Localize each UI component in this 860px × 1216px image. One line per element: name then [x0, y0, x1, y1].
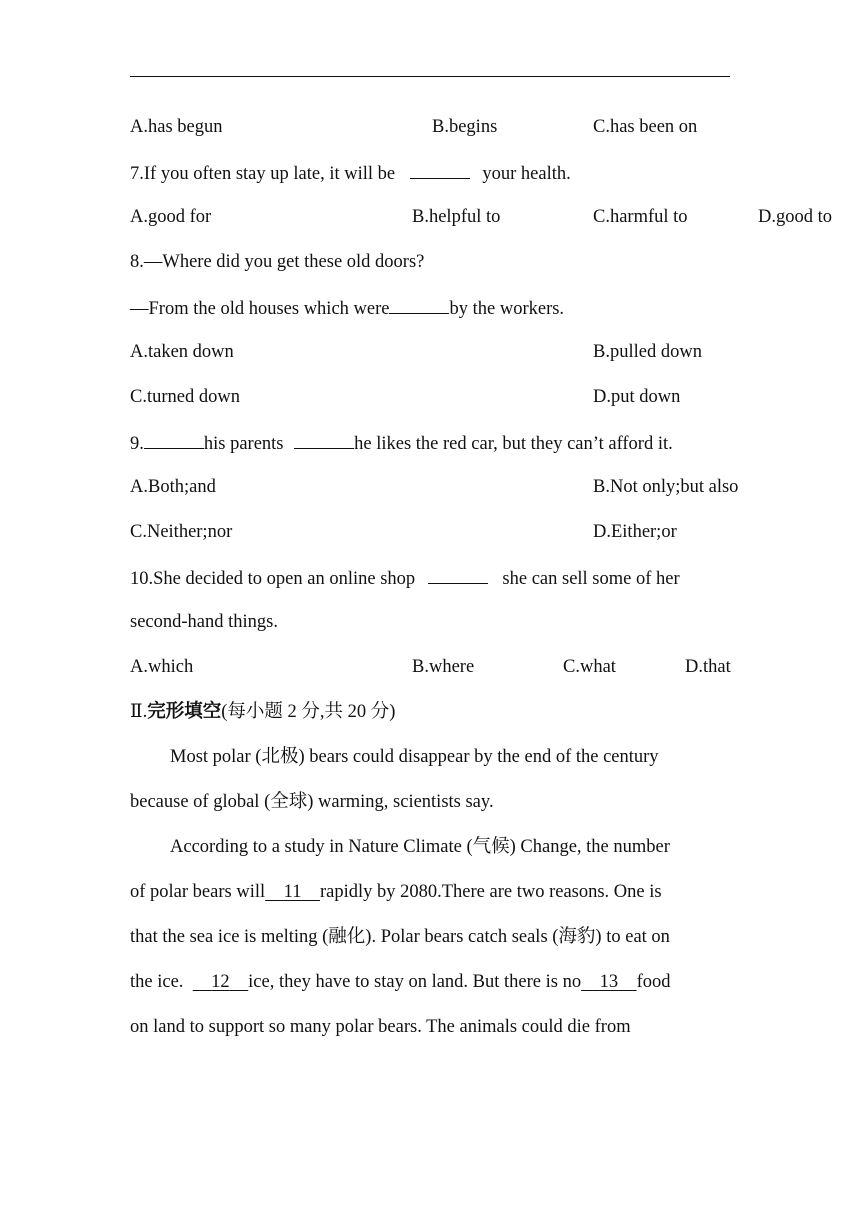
q7-stem-after: your health. [482, 164, 571, 184]
answer-blank [294, 431, 354, 449]
answer-blank [410, 161, 470, 179]
section-title: 完形填空 [147, 702, 222, 722]
q9-after: he likes the red car, but they can’t afford it. [354, 434, 673, 454]
option-c: C.what [563, 657, 616, 677]
q9-stem [130, 431, 673, 455]
passage-p1-line1: Most polar (北极) bears could disappear by the end of the century [170, 747, 659, 767]
passage-p2-line1: According to a study in Nature Climate (气候) Change, the number [170, 837, 670, 857]
q10-options [130, 656, 731, 678]
cloze-blank-13 [581, 972, 637, 992]
passage-p2-line5: on land to support so many polar bears. The animals could die from [130, 1017, 631, 1037]
q8-question: 8.—Where did you get these old doors? [130, 252, 425, 272]
option-c: C.has been on [593, 117, 698, 137]
passage-p2-line2 [130, 881, 662, 903]
q10-stem-after: she can sell some of her [502, 569, 680, 589]
section-points: (每小题 2 分,共 20 分) [221, 702, 396, 722]
q7-stem-before: 7.If you often stay up late, it will be [130, 164, 396, 184]
passage-text: the ice. [130, 972, 184, 992]
q8-options-row1 [130, 341, 702, 363]
option-d: D.Either;or [593, 522, 677, 542]
header-rule [130, 76, 730, 77]
option-a: A.which [130, 657, 194, 677]
passage-text: of polar bears will [130, 882, 266, 902]
passage-p1-line2: because of global (全球) warming, scientists say. [130, 792, 494, 812]
option-c: C.Neither;nor [130, 522, 233, 542]
option-d: D.put down [593, 387, 681, 407]
section-heading [130, 701, 395, 723]
q8-answer-after: by the workers. [449, 299, 565, 319]
option-b: B.helpful to [412, 207, 501, 227]
option-b: B.Not only;but also [593, 477, 739, 497]
option-a: A.has begun [130, 117, 223, 137]
option-c: C.harmful to [593, 207, 688, 227]
q9-mid: his parents [203, 434, 284, 454]
q10-stem [130, 566, 680, 590]
blank-number: 13 [599, 972, 619, 992]
q6-options [130, 116, 698, 138]
option-c: C.turned down [130, 387, 240, 407]
q7-options [130, 206, 832, 228]
option-a: A.Both;and [130, 477, 216, 497]
q8-answer [130, 296, 564, 320]
q10-stem-before: 10.She decided to open an online shop [130, 569, 416, 589]
blank-number: 11 [283, 882, 302, 902]
option-b: B.pulled down [593, 342, 702, 362]
passage-p2-line3: that the sea ice is melting (融化). Polar bears catch seals (海豹) to eat on [130, 927, 670, 947]
option-a: A.good for [130, 207, 212, 227]
cloze-blank-12 [193, 972, 249, 992]
q9-number: 9. [130, 434, 144, 454]
q7-stem [130, 161, 571, 185]
option-d: D.that [685, 657, 731, 677]
answer-blank [144, 431, 204, 449]
section-numeral: Ⅱ. [130, 702, 148, 722]
option-d: D.good to [758, 207, 832, 227]
answer-blank [428, 566, 488, 584]
passage-text: rapidly by 2080.There are two reasons. One is [319, 882, 662, 902]
blank-number: 12 [211, 972, 230, 992]
q8-options-row2 [130, 386, 681, 408]
passage-text: ice, they have to stay on land. But there is no [248, 972, 582, 992]
answer-blank [389, 296, 449, 314]
passage-text: food [636, 972, 671, 992]
option-b: B.begins [432, 117, 498, 137]
cloze-blank-11 [265, 882, 320, 902]
q9-options-row1 [130, 476, 739, 498]
option-b: B.where [412, 657, 475, 677]
passage-p2-line4 [130, 971, 671, 993]
q8-answer-before: —From the old houses which were [130, 299, 390, 319]
q10-stem-line2: second-hand things. [130, 612, 278, 632]
option-a: A.taken down [130, 342, 234, 362]
q9-options-row2 [130, 521, 677, 543]
